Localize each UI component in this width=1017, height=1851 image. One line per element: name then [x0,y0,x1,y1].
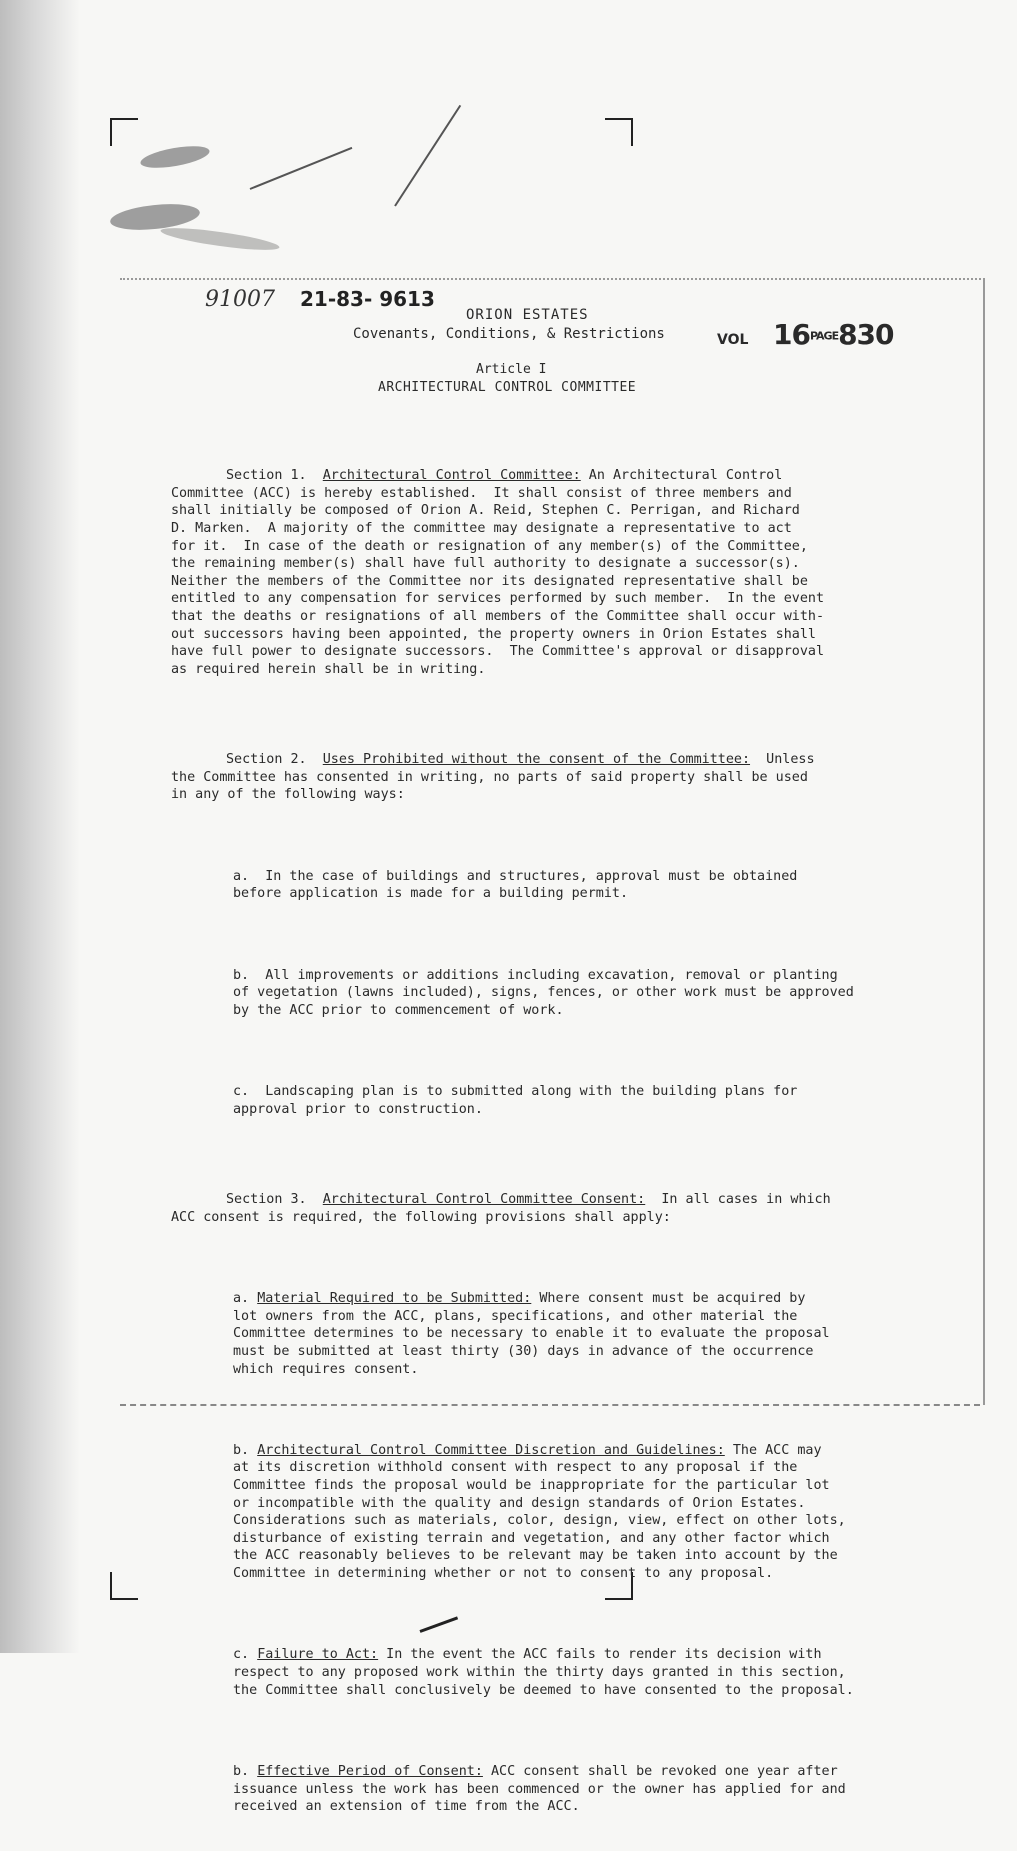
section-2-heading: Uses Prohibited without the consent of the Committee: [322,752,751,768]
crop-mark [110,1572,138,1600]
section-3-line: In all cases in which [645,1192,831,1208]
item-text: In the event the ACC fails to render its decision with respect to any proposed work within the thirty days granted in this section, the Committee shall conclusively be deemed to have consented to the proposal. [233,1647,854,1698]
item-line: lot owners from the ACC, plans, specifications, and other material the [233,1308,798,1324]
section-3-item-c [233,1646,911,1699]
section-1-line: the remaining member(s) shall have full authority to designate a successor(s). [171,556,800,572]
section-3-label: Section 3. [226,1192,323,1208]
section-3-item-b [233,1442,911,1583]
section-2-item-a [233,868,911,903]
record-number: 91007 [205,287,275,312]
page-border [983,280,985,1405]
volume-page-stamp [773,318,894,351]
section-3-item-a [233,1290,911,1378]
item-line: which requires consent. [233,1361,419,1377]
item-line: Landscaping plan is to submitted along with the building plans for [249,1084,798,1100]
section-2-line: the Committee has consented in writing, no parts of said property shall be used [171,769,808,785]
page-number: 830 [838,318,894,351]
section-2-label: Section 2. [226,752,323,768]
section-3-line: ACC consent is required, the following provisions shall apply: [171,1209,671,1225]
section-2-line: Unless [750,752,815,768]
crop-mark [110,118,138,146]
section-1-line: as required herein shall be in writing. [171,661,486,677]
item-text: The ACC may at its discretion withhold consent with respect to any proposal if the Committee finds the proposal would be inappropriate for the particular lot or incompatible with the quality and design standards of Orion Estates. Considerations such as materials, color, design, view, effect on other lots, disturbance of existing terrain and vegetation, and any other factor which the ACC reasonably believes to be relevant may be taken into account by the Committee in determining whether or not to consent to any proposal. [233,1442,846,1582]
section-1-line: shall initially be composed of Orion A. Reid, Stephen C. Perrigan, and Richard [171,503,800,519]
item-text: ACC consent shall be revoked one year after issuance unless the work has been commenced or the owner has applied for and received an extension of time from the ACC. [233,1763,846,1815]
item-line: of vegetation (lawns included), signs, fences, or other work must be approved [233,985,854,1001]
section-1-label: Section 1. [226,468,323,484]
document-number: 21-83- 9613 [300,287,435,311]
volume-number: 16 [773,318,810,351]
scan-mark [394,105,461,207]
section-1 [171,467,911,678]
section-3 [171,1191,911,1226]
section-1-line: entitled to any compensation for services performed by such member. In the event [171,591,825,607]
item-heading: Effective Period of Consent: [257,1763,483,1779]
item-letter: b. [233,967,250,983]
item-line: All improvements or additions including excavation, removal or planting [249,967,838,983]
crop-mark [605,118,633,146]
item-line: approval prior to construction. [233,1101,483,1117]
article-number: Article I [476,362,547,377]
section-2-item-c [233,1083,911,1118]
scan-smudge [139,142,211,172]
item-heading: Failure to Act: [257,1647,379,1663]
document-title: ORION ESTATES [466,307,589,323]
item-letter: c. [233,1647,250,1663]
item-line: by the ACC prior to commencement of work. [233,1002,564,1018]
section-1-line: D. Marken. A majority of the committee may designate a representative to act [171,520,792,536]
scan-mark [250,147,353,190]
section-1-line: for it. In case of the death or resignation of any member(s) of the Committee, [171,538,808,554]
scan-edge-shadow [0,0,80,1653]
article-title: ARCHITECTURAL CONTROL COMMITTEE [378,380,637,395]
item-letter: b. [233,1763,250,1779]
volume-label: VOL [717,332,749,348]
section-1-line: An Architectural Control [580,468,783,484]
page-label: PAGE [809,329,839,343]
section-1-line: Neither the members of the Committee nor its designated representative shall be [171,573,808,589]
section-2-item-b [233,967,911,1020]
document-body [171,432,911,1851]
scan-smudge [160,224,281,255]
document-subtitle: Covenants, Conditions, & Restrictions [353,326,665,342]
section-1-heading: Architectural Control Committee: [322,468,581,484]
section-3-item-d [233,1763,911,1816]
section-2-line: in any of the following ways: [171,787,405,803]
item-line: Committee determines to be necessary to enable it to evaluate the proposal [233,1326,830,1342]
section-1-line: have full power to designate successors. The Committee's approval or disapproval [171,644,825,660]
item-line: must be submitted at least thirty (30) days in advance of the occurrence [233,1343,814,1359]
section-1-line: out successors having been appointed, the property owners in Orion Estates shall [171,626,816,642]
item-letter: a. [233,868,250,884]
item-letter: c. [233,1084,250,1100]
item-line: In the case of buildings and structures, approval must be obtained [249,868,798,884]
section-3-heading: Architectural Control Committee Consent: [322,1192,646,1208]
item-heading: Material Required to be Submitted: [257,1291,532,1307]
item-line: before application is made for a building permit. [233,886,629,902]
section-1-line: Committee (ACC) is hereby established. It shall consist of three members and [171,485,792,501]
item-heading: Architectural Control Committee Discretion and Guidelines: [257,1442,725,1458]
section-2 [171,751,911,804]
item-line: Where consent must be acquired by [531,1291,806,1307]
page-border [120,278,985,280]
section-1-line: that the deaths or resignations of all members of the Committee shall occur with- [171,608,825,624]
item-letter: a. [233,1291,250,1307]
item-letter: b. [233,1442,250,1458]
